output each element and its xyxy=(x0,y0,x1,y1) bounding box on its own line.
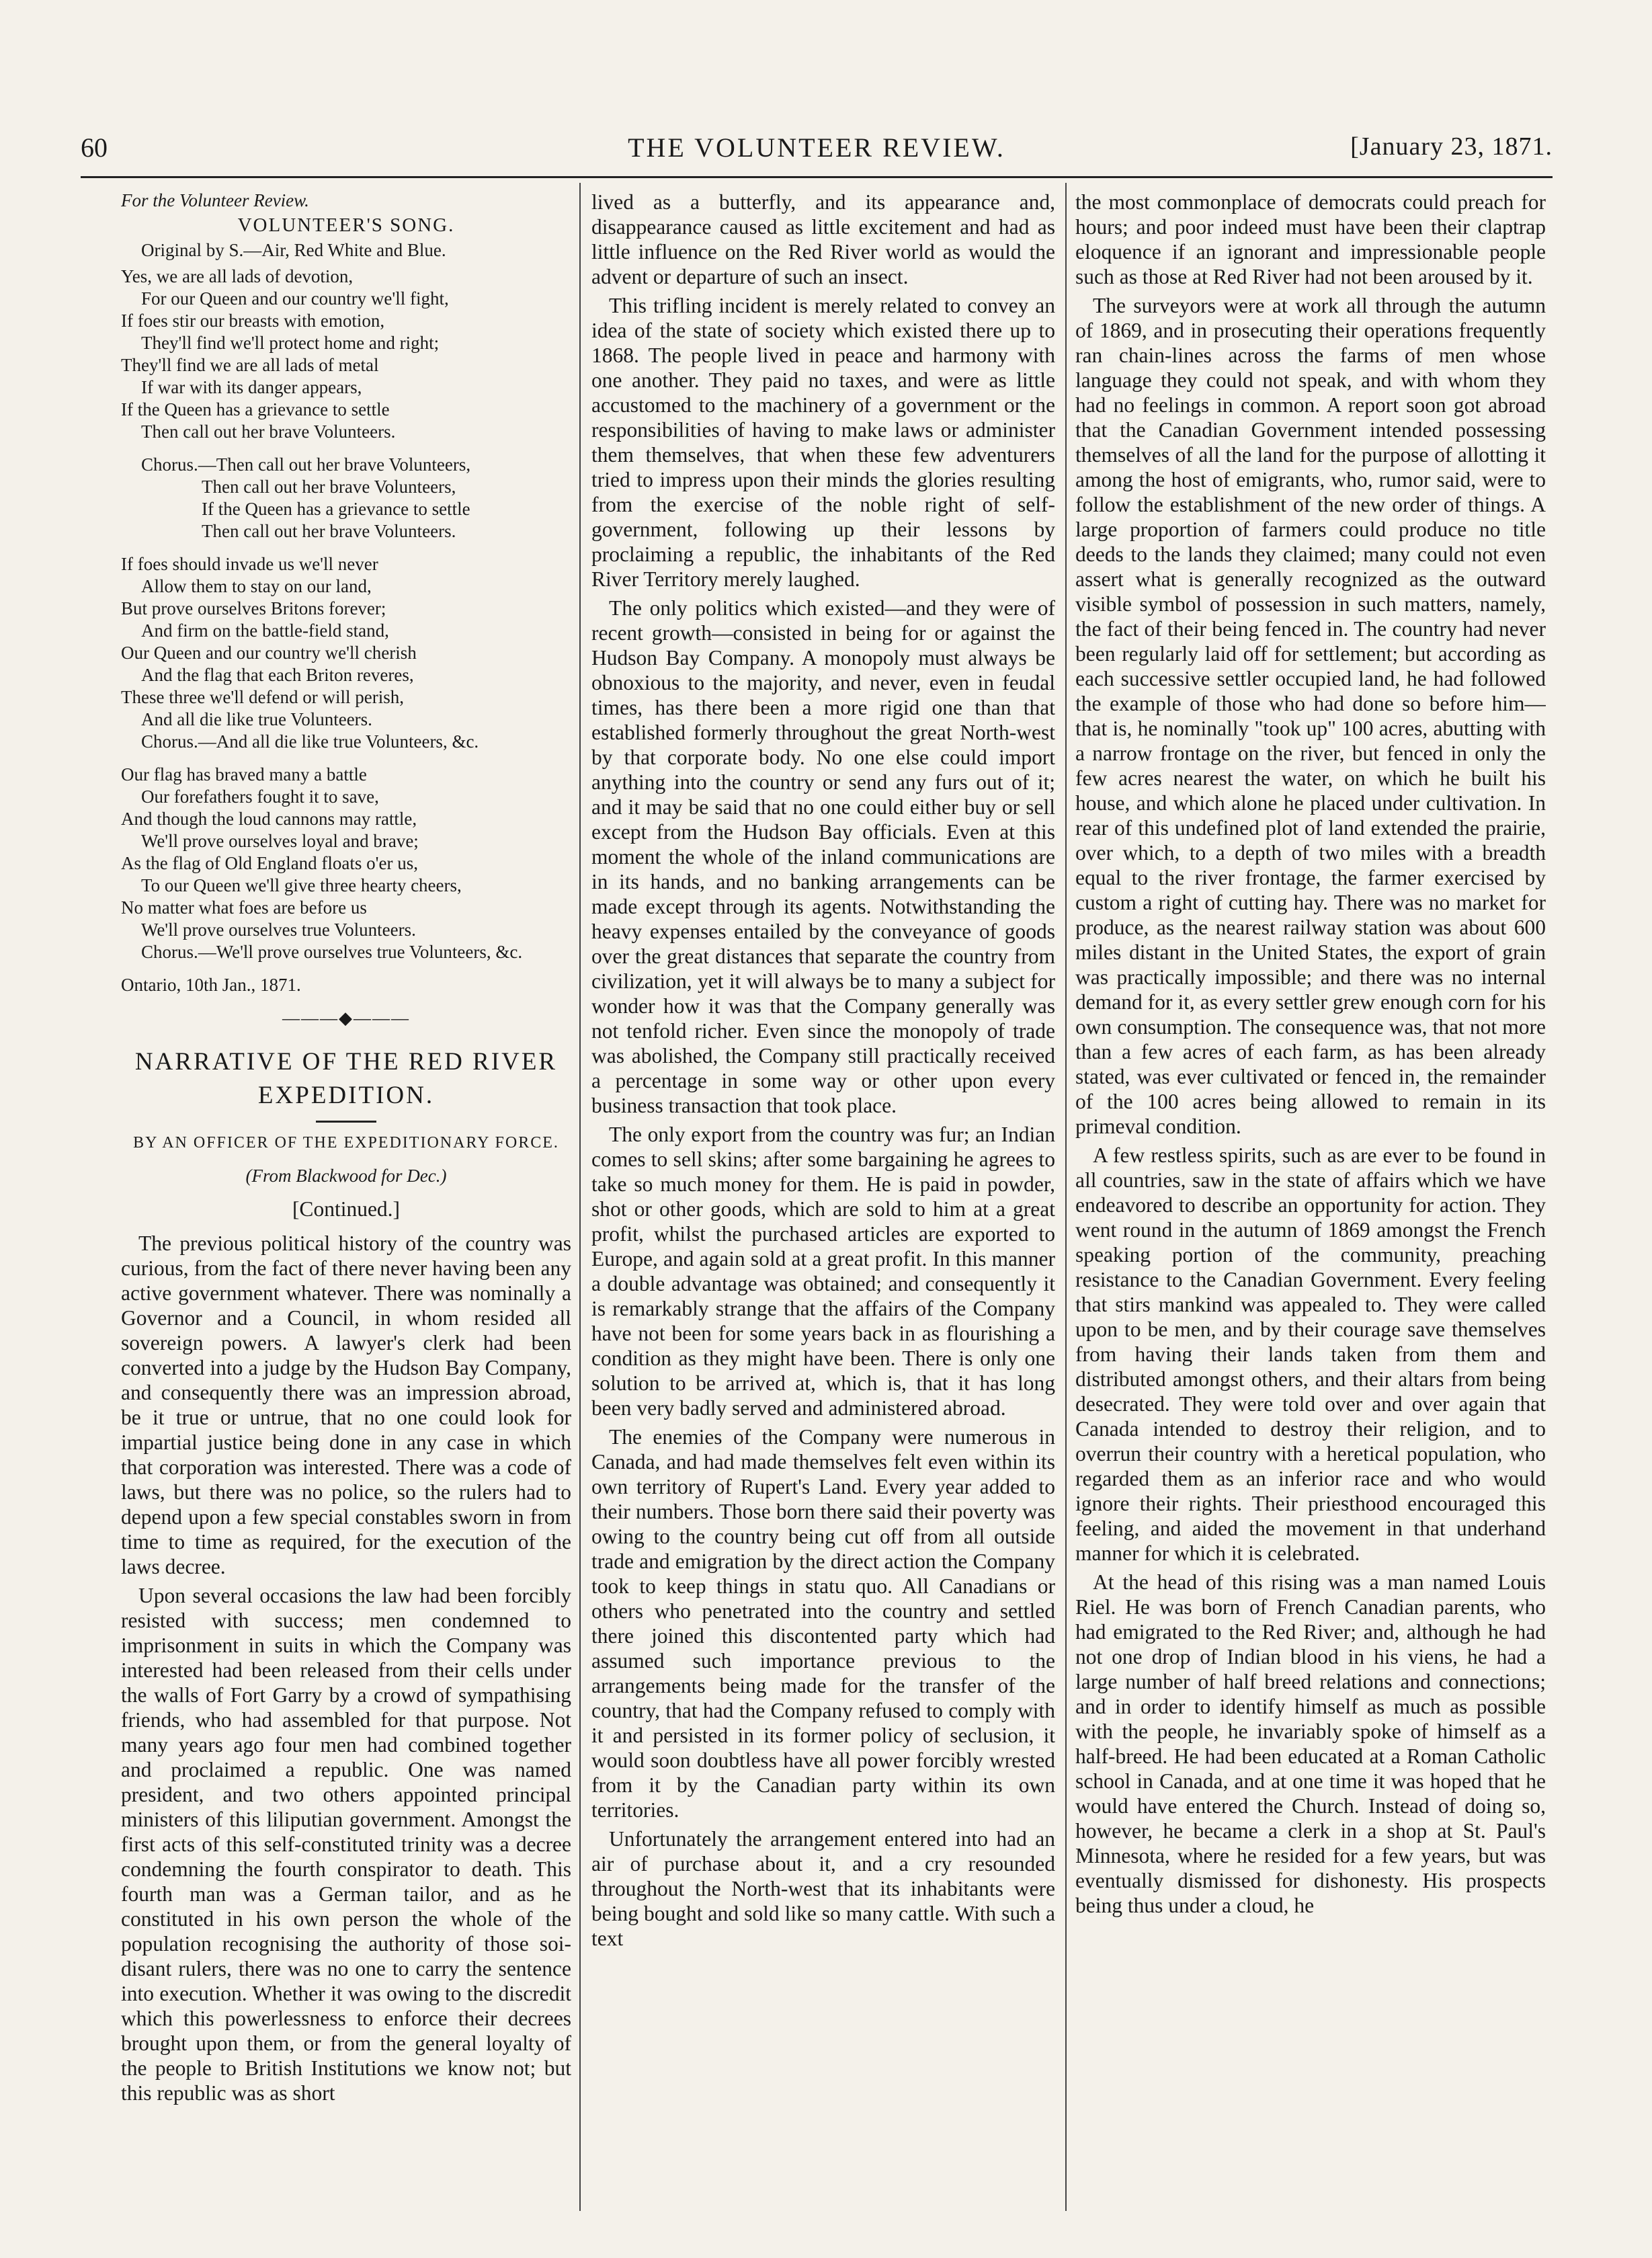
poem-line: Then call out her brave Volunteers. xyxy=(202,521,456,541)
poem-line: And the flag that each Briton reveres, xyxy=(141,665,414,685)
poem-line: As the flag of Old England floats o'er us, xyxy=(121,853,419,873)
poem-line: We'll prove ourselves loyal and brave; xyxy=(141,831,419,851)
poem-for-line: For the Volunteer Review. xyxy=(121,190,309,210)
column-rule xyxy=(1065,183,1067,2211)
poem-line: Our flag has braved many a battle xyxy=(121,764,367,784)
article-title: NARRATIVE OF THE RED RIVER EXPEDITION. xyxy=(134,1048,558,1109)
header-rule xyxy=(81,176,1553,178)
poem-line: And though the loud cannons may rattle, xyxy=(121,809,417,829)
poem-line: To our Queen we'll give three hearty cheers, xyxy=(141,875,462,895)
article-byline: BY AN OFFICER OF THE EXPEDITIONARY FORCE. xyxy=(133,1134,559,1152)
issue-date: [January 23, 1871. xyxy=(1350,132,1553,161)
section-divider: ———◆——— xyxy=(282,1008,410,1028)
poem-line: No matter what foes are before us xyxy=(121,897,367,918)
paragraph: Upon several occasions the law had been forcibly resisted with success; men condemned to imprisonment in suits in which the Company was interested had been released from their cells under the walls of Fort Garry by a crowd of sympathising friends, who had assembled for that purpose. Not many years ago four men had combined together and proclaimed a republic. One was named president, and two others appointed principal ministers of this liliputian government. Amongst the first acts of this self-constituted trinity was a decree condemning the fourth conspirator to death. This fourth man was a German tailor, and as he constituted in his own person the whole of the population recognising the authority of those soi-disant rulers, there was no one to carry the sentence into execution. Whether it was owing to the discredit which this powerlessness to enforce their decrees brought upon them, or from the general loyalty of the people to British Institutions we know not; but this republic was as short xyxy=(121,1584,571,2105)
poem-stanza xyxy=(121,266,571,443)
column-1 xyxy=(121,190,571,2211)
poem-line: Then call out her brave Volunteers, xyxy=(202,477,456,497)
article-source: (From Blackwood for Dec.) xyxy=(245,1166,447,1186)
poem-line: If foes stir our breasts with emotion, xyxy=(121,311,385,331)
poem-line: They'll find we'll protect home and right; xyxy=(141,333,440,353)
poem-line: Chorus.—Then call out her brave Volunteers, xyxy=(141,454,471,475)
paragraph: the most commonplace of democrats could preach for hours; and poor indeed must have been their claptrap eloquence if an ignorant and impressionable people such as those at Red River had not been aroused by it. xyxy=(1075,190,1546,288)
paragraph: The surveyors were at work all through the autumn of 1869, and in prosecuting their operations frequently ran chain-lines across the farms of men whose language they could not speak, and with whom they had no feelings in common. A report soon got abroad that the Canadian Government intended possessing themselves of all the land for the purpose of allotting it among the host of emigrants, who, rumor said, were to follow the establishment of the new order of things. A large proportion of farmers could produce no title deeds to the lands they claimed; many could not even assert what is generally recognized as the outward visible symbol of possession in such matters, namely, the fact of their being fenced in. The country had never been regularly laid off for settlement; but according as each successive settler occupied land, he had followed the example of those who had done so before him—that is, he nominally "took up" 100 acres, abutting with a narrow frontage on the river, but fenced in only the few acres nearest the water, on which he built his house, and which alone he placed under cultivation. In rear of this undefined plot of land extended the prairie, over which, to a depth of two miles with a breadth equal to the river frontage, the farmer exercised by custom a right of cutting hay. There was no market for produce, as the nearest railway station was about 600 miles distant in the United States, the export of grain was practically impossible; and there was no internal demand for it, as every settler grew enough corn for his own consumption. The consequence was, that not more than a few acres of each farm, as has been already stated, was ever cultivated or fenced in, the remainder of the 100 acres being allowed to remain in its primeval condition. xyxy=(1075,294,1546,1138)
column-3 xyxy=(1075,190,1546,2211)
paragraph: The only politics which existed—and they were of recent growth—consisted in being for or against the Hudson Bay Company. A monopoly must always be obnoxious to the majority, and never, even in feudal times, has there been a more rigid one than that established formerly throughout the great North-west by that corporate body. No one else could import anything into the country or send any furs out of it; and it may be said that no one could either buy or sell except from the Hudson Bay officials. Even at this moment the whole of the inland communications are in its hands, and no banking arrangements can be made except through its agents. Notwithstanding the heavy expenses entailed by the conveyance of goods over the great distances that separate the country from civilization, yet it will always be to many a subject for wonder how it was that the Company generally was not tenfold richer. Even since the monopoly of trade was abolished, the Company still practically received a percentage in some way or other upon every business transaction that took place. xyxy=(591,596,1055,1117)
paragraph: Unfortunately the arrangement entered into had an air of purchase about it, and a cry resounded throughout the North-west that its inhabitants were being bought and sold like so many cattle. With such a text xyxy=(591,1827,1055,1950)
title-rule xyxy=(316,1121,376,1123)
paragraph: At the head of this rising was a man named Louis Riel. He was born of French Canadian parents, who had emigrated to the Red River; and, although he had not one drop of Indian blood in his viens, he had a large number of half breed relations and connections; and in order to identify himself as much as possible with the people, he invariably spoke of himself as a half-breed. He had been educated at a Roman Catholic school in Canada, and at one time it was hoped that he would have entered the Church. Instead of doing so, however, he became a clerk in a shop at St. Paul's Minnesota, where he resided for a few years, but was eventually dismissed for dishonesty. His prospects being thus under a cloud, he xyxy=(1075,1570,1546,1917)
poem-line: And firm on the battle-field stand, xyxy=(141,620,389,641)
poem-signature: Ontario, 10th Jan., 1871. xyxy=(121,975,301,995)
poem-line: If the Queen has a grievance to settle xyxy=(121,399,390,419)
poem-original: Original by S.—Air, Red White and Blue. xyxy=(141,240,446,260)
column-rule xyxy=(579,183,581,2211)
poem-title: VOLUNTEER'S SONG. xyxy=(237,214,455,236)
paragraph: lived as a butterfly, and its appearance and, disappearance caused as little excitement and had as little influence on the Red River world as would the advent or departure of such an insect. xyxy=(591,190,1055,288)
poem-line: Chorus.—We'll prove ourselves true Volunteers, &c. xyxy=(141,942,523,962)
poem-stanza xyxy=(121,764,571,963)
paragraph: The enemies of the Company were numerous in Canada, and had made themselves felt even within its own territory of Rupert's Land. Every year added to their numbers. Those born there said their poverty was owing to the country being cut off from all outside trade and emigration by the direct action the Company took to keep things in statu quo. All Canadians or others who penetrated into the country and settled there joined this discontented party which had assumed such importance previous to the arrangements being made for the transfer of the country, that had the Company refused to comply with it and persisted in its former policy of seclusion, it would soon doubtless have all power forcibly wrested from it by the Canadian party within its own territories. xyxy=(591,1425,1055,1822)
page-header xyxy=(81,132,1553,172)
poem-line: But prove ourselves Britons forever; xyxy=(121,598,386,618)
paragraph: The previous political history of the country was curious, from the fact of there never having been any active government whatever. There was nominally a Governor and a Council, in whom resided all sovereign powers. A lawyer's clerk had been converted into a judge by the Hudson Bay Company, and consequently there was an impression abroad, be it true or untrue, that no one could look for impartial justice being done in any case in which that corporation was interested. There was a code of laws, but there was no police, so the rulers had to depend upon a few special constables sworn in from time to time as required, for the execution of the laws decree. xyxy=(121,1232,571,1578)
poem-line: And all die like true Volunteers. xyxy=(141,709,372,729)
poem-stanza xyxy=(121,553,571,753)
paragraph: A few restless spirits, such as are ever to be found in all countries, saw in the state of affairs which we have endeavored to describe an opportunity for action. They went round in the autumn of 1869 amongst the French speaking portion of the community, preaching resistance to the Canadian Government. Every feeling that stirs mankind was appealed to. They were called upon to be men, and by their courage save themselves from having their lands taken from them and distributed amongst others, and their altars from being desecrated. They were told over and over again that Canada intended to destroy their religion, and to overrun their country with a heretical population, who regarded them as an inferior race and who would ignore their rights. Their priesthood encouraged this feeling, and aided the movement in that underhand manner for which it is celebrated. xyxy=(1075,1143,1546,1565)
poem-line: They'll find we are all lads of metal xyxy=(121,355,379,375)
poem-line: Then call out her brave Volunteers. xyxy=(141,421,396,442)
poem xyxy=(121,190,571,996)
poem-line: Our Queen and our country we'll cherish xyxy=(121,643,417,663)
poem-line: Yes, we are all lads of devotion, xyxy=(121,266,354,286)
poem-line: We'll prove ourselves true Volunteers. xyxy=(141,920,416,940)
publication-title: THE VOLUNTEER REVIEW. xyxy=(628,132,1005,163)
column-2 xyxy=(591,190,1055,2211)
page-number: 60 xyxy=(81,132,108,163)
poem-line: These three we'll defend or will perish, xyxy=(121,687,404,707)
poem-chorus xyxy=(121,454,571,542)
article-continued: [Continued.] xyxy=(292,1197,401,1221)
poem-line: If war with its danger appears, xyxy=(141,377,362,397)
paragraph: The only export from the country was fur; an Indian comes to sell skins; after some bargaining he agrees to take so much money for them. He is paid in powder, shot or other goods, which are sold to him at a great profit, whilst the purchased articles are exported to Europe, and again sold at a great profit. In this manner a double advantage was obtained; and consequently it is remarkably strange that the affairs of the Company have not been for some years back in as flourishing a condition as they might have been. There is only one solution to be arrived at, which is, that it has long been very badly served and administered abroad. xyxy=(591,1123,1055,1420)
poem-line: If the Queen has a grievance to settle xyxy=(202,499,470,519)
poem-line: If foes should invade us we'll never xyxy=(121,554,378,574)
poem-line: For our Queen and our country we'll fight, xyxy=(141,288,449,309)
poem-line: Allow them to stay on our land, xyxy=(141,576,372,596)
poem-line: Chorus.—And all die like true Volunteers, &c. xyxy=(141,731,479,752)
paragraph: This trifling incident is merely related to convey an idea of the state of society which existed there up to 1868. The people lived in peace and harmony with one another. They paid no taxes, and were as little accustomed to the machinery of a government or the responsibilities of having to make laws or administer them themselves, that when these few adventurers tried to impress upon their minds the glories resulting from the exercise of the noble right of self-government, following up their lessons by proclaiming a republic, the inhabitants of the Red River Territory merely laughed. xyxy=(591,294,1055,591)
poem-line: Our forefathers fought it to save, xyxy=(141,787,379,807)
